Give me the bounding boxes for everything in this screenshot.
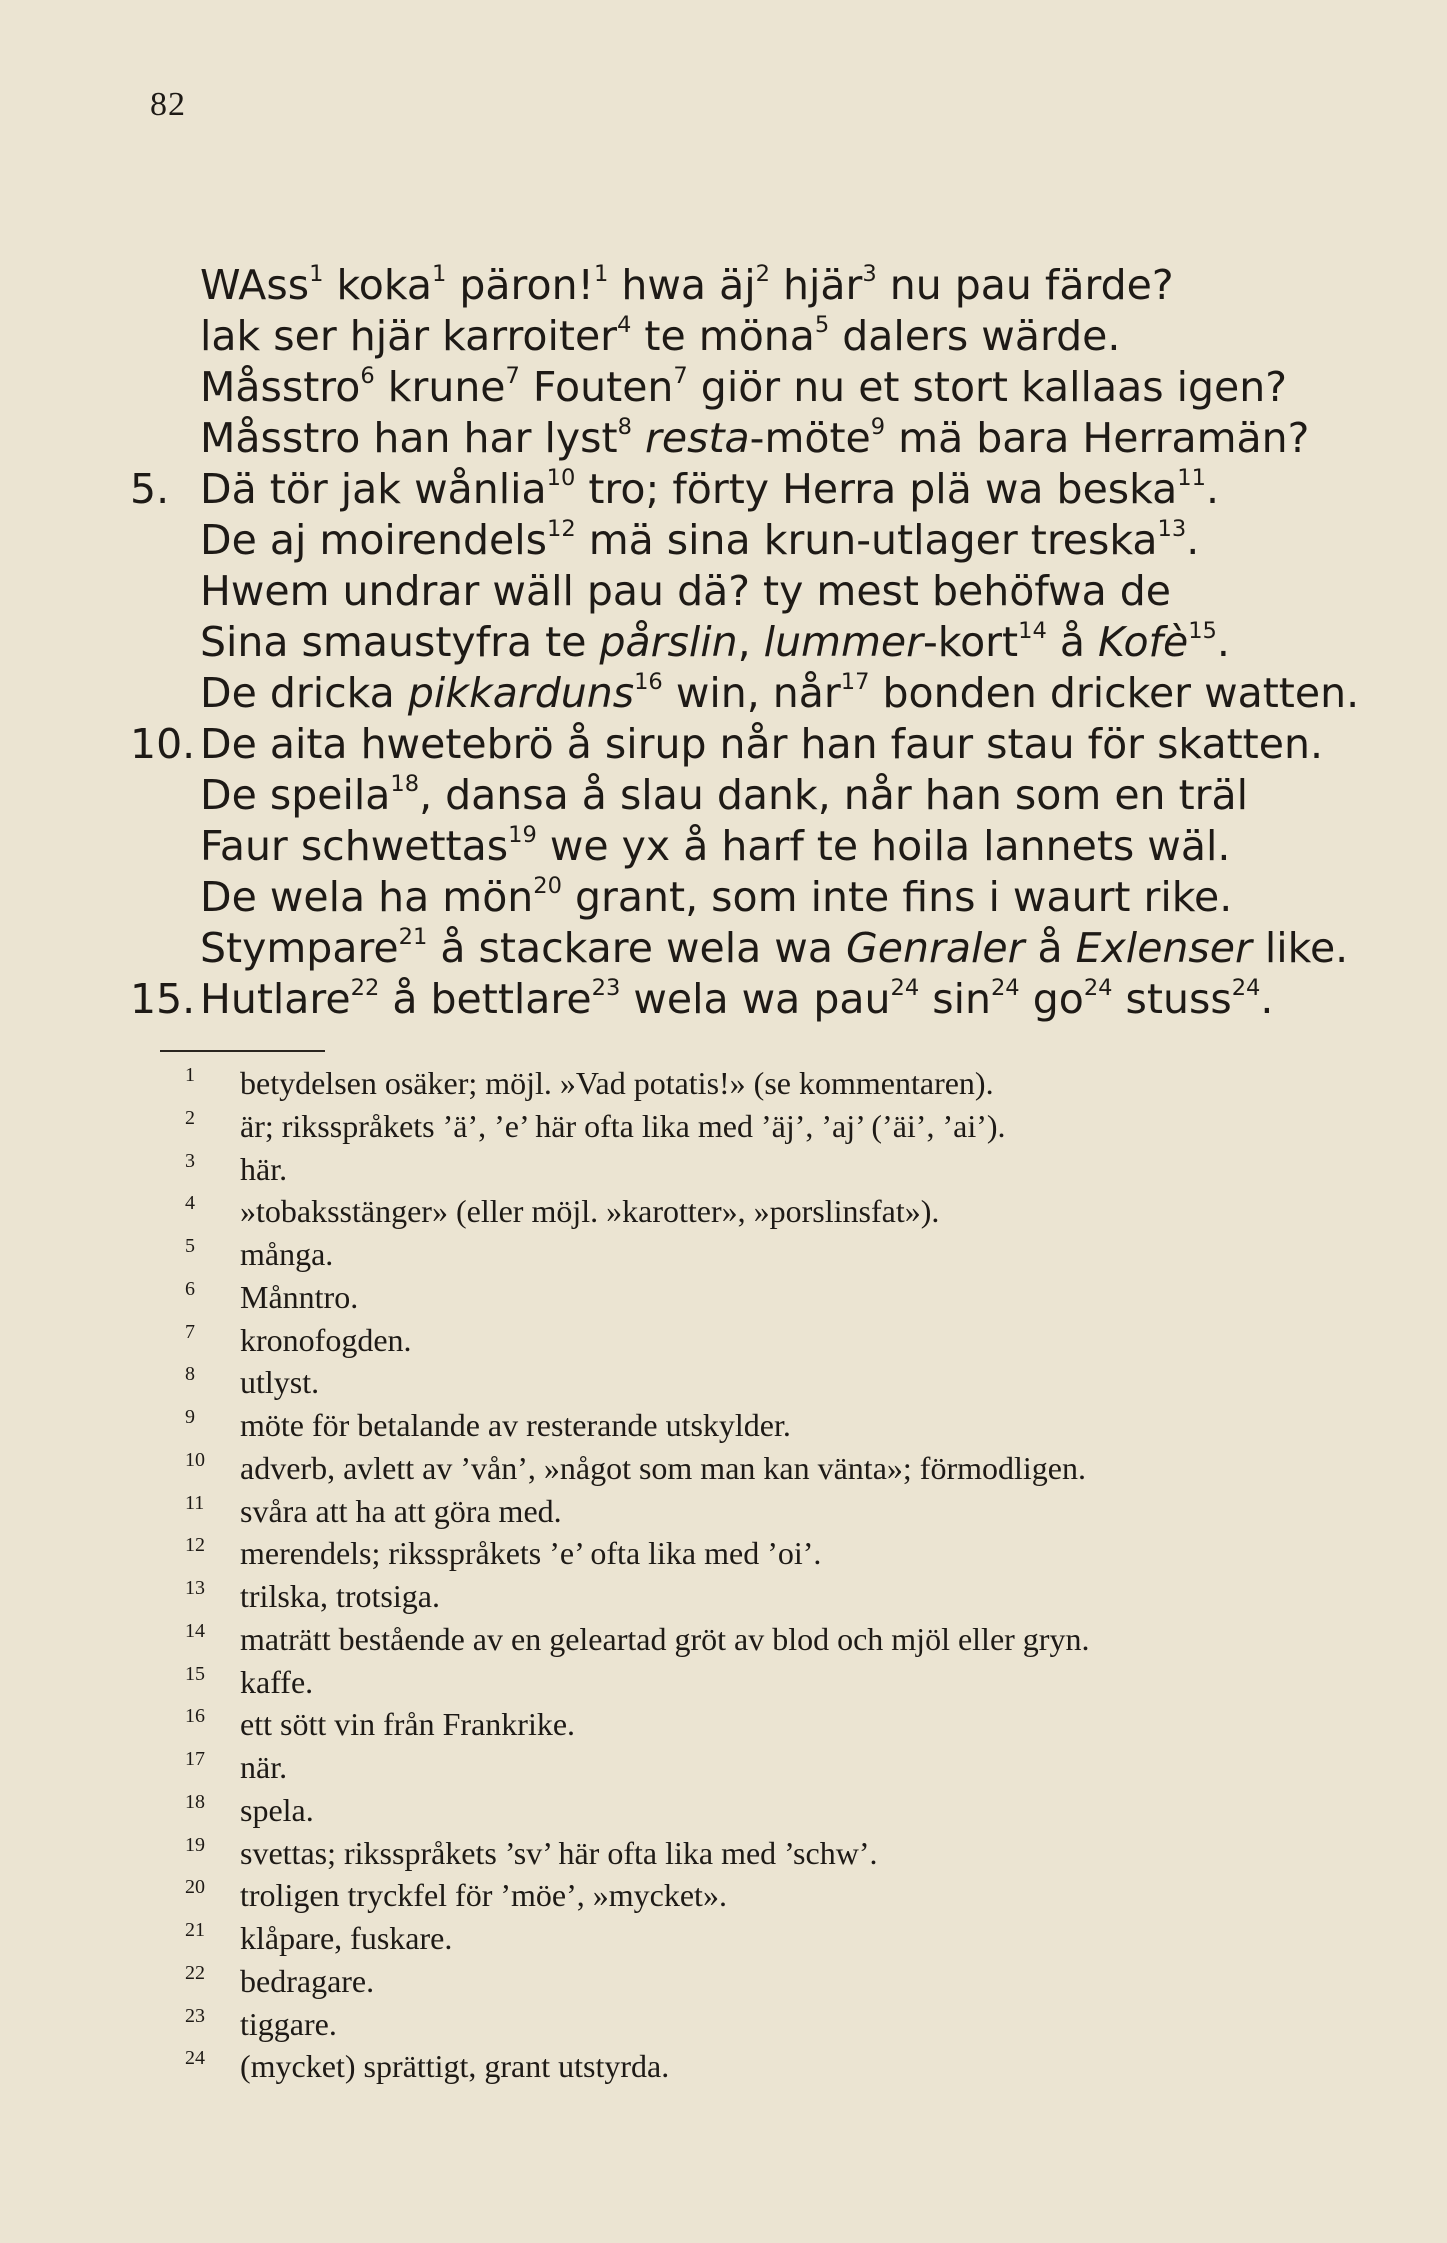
footnote-ref: 17 xyxy=(840,668,870,695)
footnote xyxy=(185,1319,1365,1362)
footnote-ref: 19 xyxy=(508,821,537,848)
line-text: Hutlare xyxy=(200,975,351,1023)
footnote-ref: 24 xyxy=(1083,974,1113,1001)
line-text: -kort xyxy=(923,618,1019,666)
footnote-ref: 1 xyxy=(594,260,609,287)
line-text: å xyxy=(1024,924,1076,972)
line-text: Sina smaustyfra te xyxy=(200,618,600,666)
line-number: 5. xyxy=(130,465,170,513)
footnote-text: klåpare, fuskare. xyxy=(240,1920,453,1956)
footnote xyxy=(185,1960,1365,2003)
footnote xyxy=(185,2003,1365,2046)
line-text: Hwem undrar wäll pau dä? ty mest behöfwa de xyxy=(200,567,1171,615)
line-text: Stympare xyxy=(200,924,399,972)
footnote-text: maträtt bestående av en geleartad gröt av blod och mjöl eller gryn. xyxy=(240,1620,1090,1657)
line-text: Måsstro han har lyst xyxy=(200,414,618,462)
footnote-text: här. xyxy=(240,1150,288,1187)
footnote xyxy=(185,1276,1365,1319)
line-text: grant, som inte fins i waurt rike. xyxy=(562,873,1233,921)
line-text: giör nu et stort kallaas igen? xyxy=(687,363,1287,411)
italic-text: Kofè xyxy=(1098,618,1189,666)
footnote-ref: 9 xyxy=(870,413,886,440)
footnote-text: »tobaksstänger» (eller möjl. »karotter», »porslinsfat»). xyxy=(240,1193,940,1230)
line-text: . xyxy=(1216,618,1230,666)
line-number: 15. xyxy=(130,975,196,1023)
footnote-text: merendels; riksspråkets ’e’ ofta lika med ’oi’. xyxy=(240,1535,822,1572)
line-text: å xyxy=(1046,618,1099,666)
footnote-text: svettas; riksspråkets ’sv’ här ofta lika med ’schw’. xyxy=(240,1834,878,1871)
italic-text: pikkarduns xyxy=(407,669,635,717)
footnote xyxy=(185,1190,1365,1233)
line-text: like. xyxy=(1251,924,1349,972)
footnote-number: 20 xyxy=(185,1876,205,1899)
footnote-text: bedragare. xyxy=(240,1962,375,1999)
italic-text: Exlenser xyxy=(1075,924,1252,972)
footnote-ref: 7 xyxy=(505,362,520,389)
footnote-number: 18 xyxy=(185,1790,205,1813)
footnote xyxy=(185,1105,1365,1148)
footnote-number: 5 xyxy=(185,1235,195,1257)
footnote-ref: 15 xyxy=(1188,617,1217,644)
poem xyxy=(130,260,1370,1025)
footnote-text: kaffe. xyxy=(240,1663,314,1700)
footnote xyxy=(185,1233,1365,1276)
footnote-ref: 24 xyxy=(1231,974,1261,1001)
footnote xyxy=(185,1703,1365,1746)
footnote-ref: 1 xyxy=(431,260,447,287)
footnote-text: betydelsen osäker; möjl. »Vad potatis!» (se kommentaren). xyxy=(240,1065,994,1101)
poem-line xyxy=(130,515,1370,566)
footnote-number: 21 xyxy=(185,1919,205,1941)
line-text: . xyxy=(1206,465,1220,513)
line-text: å stackare wela wa xyxy=(427,924,846,972)
footnote-ref: 24 xyxy=(990,974,1020,1001)
line-text: De aita hwetebrö å sirup når han faur stau för skatten. xyxy=(200,720,1323,768)
footnote-ref: 20 xyxy=(533,872,562,899)
line-text: nu pau färde? xyxy=(876,261,1174,309)
footnote-ref: 6 xyxy=(360,362,375,389)
line-text: De aj moirendels xyxy=(200,516,547,564)
footnote-ref: 1 xyxy=(309,260,324,287)
footnote-number: 15 xyxy=(185,1662,205,1685)
line-text: De speila xyxy=(200,771,391,819)
footnote-ref: 11 xyxy=(1177,464,1206,491)
italic-text: Genraler xyxy=(846,924,1025,972)
footnote-ref: 18 xyxy=(390,770,420,797)
footnote-number: 12 xyxy=(185,1534,205,1557)
line-text: WAss xyxy=(200,261,310,309)
footnote xyxy=(185,2045,1365,2088)
footnote-number: 17 xyxy=(185,1748,205,1770)
footnote-number: 10 xyxy=(185,1448,205,1471)
footnote-ref: 16 xyxy=(634,668,663,695)
line-text: we yx å harf te hoila lannets wäl. xyxy=(536,822,1231,870)
line-text: mä sina krun-utlager treska xyxy=(575,516,1158,564)
footnote-number: 9 xyxy=(185,1406,195,1428)
poem-line xyxy=(130,464,1370,515)
line-text: Måsstro xyxy=(200,363,361,411)
poem-line xyxy=(130,260,1370,311)
footnote-ref: 4 xyxy=(617,311,632,338)
footnote xyxy=(185,1789,1365,1832)
line-text: Fouten xyxy=(519,363,674,411)
footnote xyxy=(185,1447,1365,1490)
line-text: koka xyxy=(323,261,432,309)
footnote-ref: 12 xyxy=(546,515,576,542)
line-text: wela wa pau xyxy=(620,975,891,1023)
footnote-number: 4 xyxy=(185,1192,195,1215)
line-text: å bettlare xyxy=(379,975,592,1023)
footnote-text: tiggare. xyxy=(240,2005,337,2042)
footnote-divider xyxy=(160,1050,325,1052)
footnote-number: 22 xyxy=(185,1961,205,1984)
line-text: hjär xyxy=(769,261,863,309)
footnote-number: 2 xyxy=(185,1106,195,1129)
footnote-ref: 21 xyxy=(398,923,428,950)
line-text: dalers wärde. xyxy=(829,312,1121,360)
line-number: 10. xyxy=(130,720,196,768)
poem-line xyxy=(130,872,1370,923)
footnote xyxy=(185,1661,1365,1704)
footnote xyxy=(185,1490,1365,1533)
footnote xyxy=(185,1832,1365,1875)
line-text: hwa äj xyxy=(608,261,756,309)
poem-line xyxy=(130,413,1370,464)
footnote-number: 8 xyxy=(185,1363,195,1386)
line-text: lak ser hjär karroiter xyxy=(200,312,618,360)
footnote xyxy=(185,1618,1365,1661)
poem-line xyxy=(130,668,1370,719)
footnote-number: 11 xyxy=(185,1491,205,1514)
line-text: päron! xyxy=(446,261,594,309)
footnote-number: 6 xyxy=(185,1277,195,1300)
italic-text: pårslin xyxy=(599,618,738,666)
footnote-number: 13 xyxy=(185,1577,205,1599)
footnote-text: ett sött vin från Frankrike. xyxy=(240,1706,576,1743)
footnote-text: kronofogden. xyxy=(240,1321,412,1358)
footnote-text: utlyst. xyxy=(240,1364,320,1401)
footnote-number: 23 xyxy=(185,2004,205,2027)
line-text: . xyxy=(1186,516,1200,564)
poem-line xyxy=(130,566,1370,617)
footnote xyxy=(185,1874,1365,1917)
footnotes xyxy=(185,1062,1365,2088)
italic-text: resta xyxy=(645,414,750,462)
line-text: go xyxy=(1019,975,1084,1023)
footnote xyxy=(185,1062,1365,1105)
footnote xyxy=(185,1575,1365,1618)
footnote-ref: 10 xyxy=(546,464,576,491)
footnote-number: 24 xyxy=(185,2047,205,2070)
footnote-ref: 13 xyxy=(1157,515,1187,542)
footnote-text: när. xyxy=(240,1749,288,1785)
poem-line xyxy=(130,719,1370,770)
page-number: 82 xyxy=(150,86,186,123)
poem-line xyxy=(130,923,1370,974)
italic-text: lummer xyxy=(763,618,924,666)
poem-line xyxy=(130,821,1370,872)
footnote-number: 3 xyxy=(185,1149,195,1172)
footnote-ref: 2 xyxy=(755,260,770,287)
footnote-number: 1 xyxy=(185,1064,195,1086)
line-text: mä bara Herramän? xyxy=(885,414,1310,462)
line-text: -möte xyxy=(749,414,871,462)
footnote-ref: 24 xyxy=(890,974,920,1001)
footnote-ref: 7 xyxy=(673,362,688,389)
footnote-ref: 8 xyxy=(617,413,632,440)
line-text: tro; förty Herra plä wa beska xyxy=(575,465,1178,513)
footnote-ref: 3 xyxy=(862,260,877,287)
line-text xyxy=(632,414,645,462)
footnote-text: adverb, avlett av ’vån’, »något som man kan vänta»; förmodligen. xyxy=(240,1449,1086,1486)
footnote-ref: 14 xyxy=(1018,617,1047,644)
footnote xyxy=(185,1746,1365,1789)
line-text: bonden dricker watten. xyxy=(869,669,1360,717)
footnote-number: 16 xyxy=(185,1705,205,1728)
line-text: De wela ha mön xyxy=(200,873,534,921)
line-text: De dricka xyxy=(200,669,408,717)
line-text: krune xyxy=(374,363,506,411)
poem-line xyxy=(130,770,1370,821)
footnote xyxy=(185,1148,1365,1191)
footnote xyxy=(185,1917,1365,1960)
line-text: stuss xyxy=(1112,975,1232,1023)
line-text: . xyxy=(1260,975,1274,1023)
footnote-number: 14 xyxy=(185,1619,205,1642)
line-text: Dä tör jak wånlia xyxy=(200,465,547,513)
line-text: , dansa å slau dank, når han som en träl xyxy=(419,771,1249,819)
footnote-text: trilska, trotsiga. xyxy=(240,1578,440,1614)
footnote-text: troligen tryckfel för ’möe’, »mycket». xyxy=(240,1877,727,1914)
footnote-text: möte för betalande av resterande utskylder. xyxy=(240,1407,791,1443)
line-text: sin xyxy=(919,975,991,1023)
footnote xyxy=(185,1532,1365,1575)
footnote xyxy=(185,1361,1365,1404)
footnote-text: är; riksspråkets ’ä’, ’e’ här ofta lika med ’äj’, ’aj’ (’äi’, ’ai’). xyxy=(240,1107,1006,1144)
poem-line xyxy=(130,362,1370,413)
footnote-text: (mycket) sprättigt, grant utstyrda. xyxy=(240,2048,670,2085)
footnote-number: 19 xyxy=(185,1833,205,1856)
footnote-text: svåra att ha att göra med. xyxy=(240,1492,562,1529)
poem-line xyxy=(130,311,1370,362)
line-text: Faur schwettas xyxy=(200,822,509,870)
footnote-text: Månntro. xyxy=(240,1278,359,1315)
footnote-ref: 23 xyxy=(591,974,621,1001)
line-text: win, når xyxy=(662,669,841,717)
footnote-text: många. xyxy=(240,1236,334,1272)
footnote xyxy=(185,1404,1365,1447)
poem-line xyxy=(130,974,1370,1025)
footnote-text: spela. xyxy=(240,1791,314,1828)
poem-line xyxy=(130,617,1370,668)
line-text: te möna xyxy=(631,312,815,360)
footnote-ref: 22 xyxy=(350,974,380,1001)
line-text: , xyxy=(737,618,764,666)
footnote-number: 7 xyxy=(185,1320,195,1343)
footnote-ref: 5 xyxy=(814,311,830,338)
